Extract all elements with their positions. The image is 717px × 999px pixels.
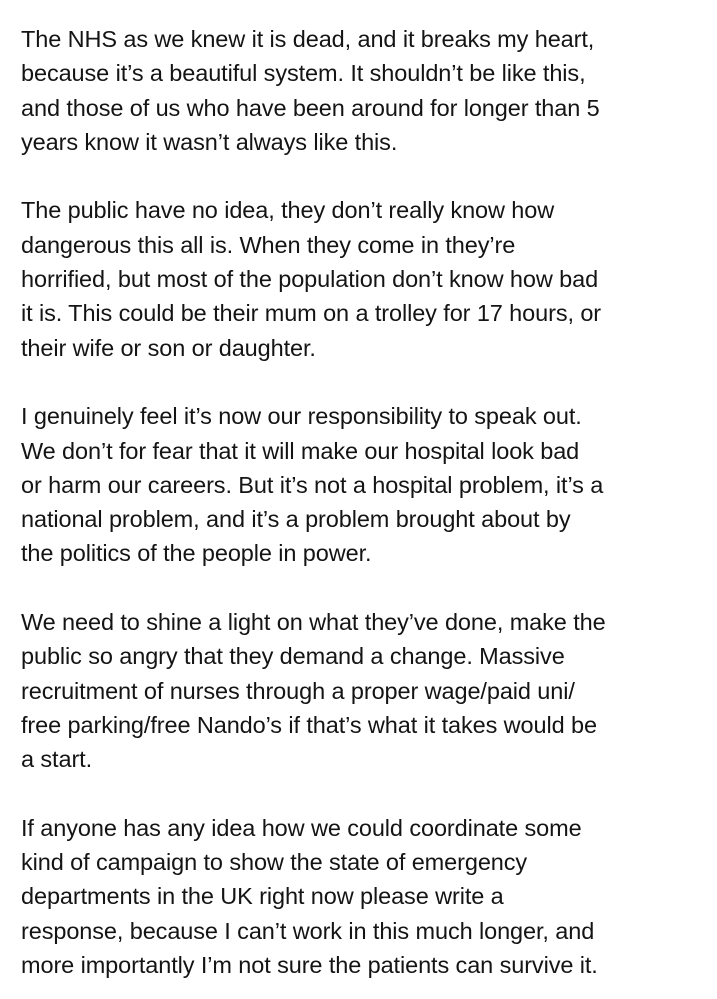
paragraph-1 (21, 22, 711, 159)
text-line: years know it wasn’t always like this. (21, 128, 398, 155)
text-line: The public have no idea, they don’t really know how (21, 197, 555, 224)
text-line: The NHS as we knew it is dead, and it breaks my heart, (21, 26, 595, 52)
text-line: I genuinely feel it’s now our responsibility to speak out. (21, 403, 582, 430)
text-line: horrified, but most of the population don’t know how bad (21, 266, 599, 293)
text-line: recruitment of nurses through a proper wage/paid uni/ (21, 677, 575, 704)
text-line: it is. This could be their mum on a trolley for 17 hours, or (21, 300, 602, 327)
text-line: departments in the UK right now please write a (21, 883, 504, 910)
text-line: response, because I can’t work in this much longer, and (21, 917, 595, 944)
paragraph-3 (21, 399, 711, 570)
text-line: dangerous this all is. When they come in they’re (21, 231, 516, 258)
paragraph-5 (21, 811, 711, 982)
paragraph-4 (21, 605, 711, 776)
text-line: and those of us who have been around for longer than 5 (21, 94, 600, 121)
text-line: or harm our careers. But it’s not a hospital problem, it’s a (21, 471, 604, 498)
text-line: kind of campaign to show the state of emergency (21, 849, 528, 876)
note-body (21, 22, 711, 982)
text-line: national problem, and it’s a problem brought about by (21, 506, 571, 533)
paragraph-2 (21, 193, 711, 364)
text-line: the politics of the people in power. (21, 540, 372, 567)
text-line: public so angry that they demand a change. Massive (21, 643, 565, 670)
text-line: We need to shine a light on what they’ve done, make the (21, 609, 606, 636)
text-line: their wife or son or daughter. (21, 334, 316, 361)
text-line: We don’t for fear that it will make our hospital look bad (21, 437, 580, 464)
text-line: more importantly I’m not sure the patients can survive it. (21, 952, 598, 979)
text-line: because it’s a beautiful system. It shouldn’t be like this, (21, 60, 586, 87)
text-line: If anyone has any idea how we could coordinate some (21, 814, 582, 841)
text-line: a start. (21, 746, 93, 773)
text-line: free parking/free Nando’s if that’s what it takes would be (21, 711, 597, 738)
